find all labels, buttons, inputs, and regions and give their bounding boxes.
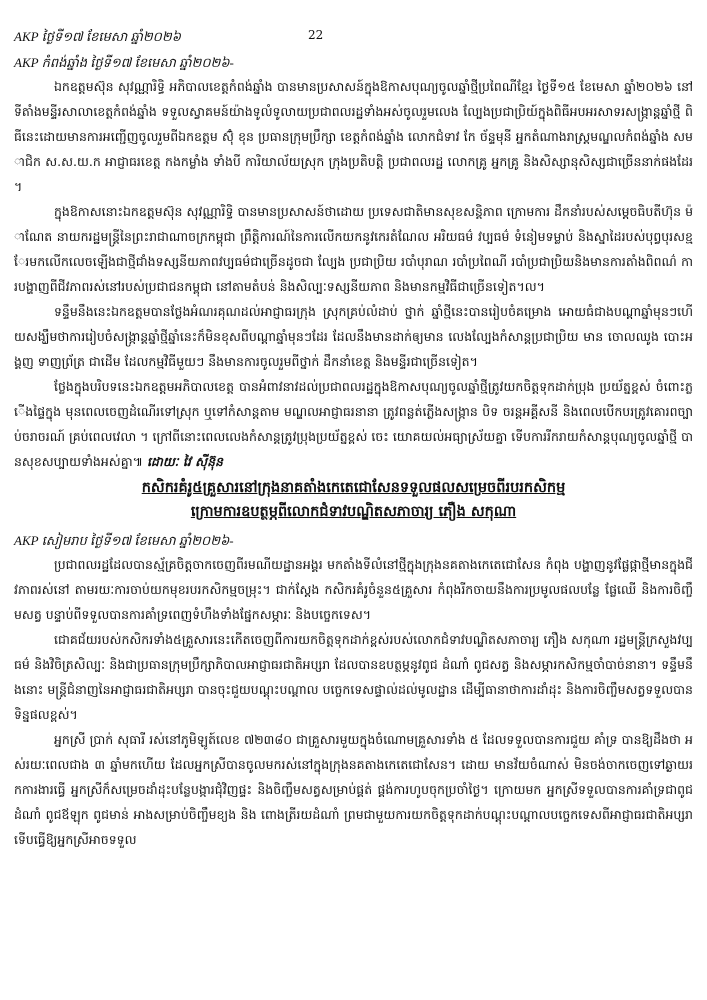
article1-byline: ដោយៈ វៃ ស៊ីន៊ុន [146, 454, 223, 469]
article2-paragraph: ជោគជ័យរបស់កសិករទាំង៥គ្រួសារនេះកើតចេញពីការយកចិត្តទុកដាក់ខ្ពស់របស់លោកជំទាវបណ្ឌិតសភាចារ្យ ភឿង សកុណា រដ្ឋមន្ត្រីក្រសួងវប្បធម៌ និងវិចិត្រសិល្បៈ និងជាប្រធានក្រុមប្រឹក្សាភិបាលអាជ្ញាធរជាតិអប្សរា ដែលបានឧបត្ថម្ភនូវពូជ ដំណាំ ពូជសត្វ និងសម្ភារកសិកម្មចាំបាច់នានា។ ទន្ទឹមនឹងនោះ មន្ត្រីជំនាញនៃអាជ្ញាធរជាតិអប្សរា បានចុះជួយបណ្តុះបណ្តាល បច្ចេកទេសផ្ទាល់ដល់មូលដ្ឋាន ដើម្បីធានាថាការដាំដុះ និងការចិញ្ចឹមសត្វទទួលបានទិន្នផលខ្ពស់។ [14, 632, 693, 722]
article1-paragraph: ទន្ទឹមនឹងនេះឯកឧត្តមបានថ្លែងអំណរគុណដល់អាជ្ញាធរក្រុង ស្រុកគ្រប់លំដាប់ ថ្នាក់ ឆ្នាំថ្មីនេះបានរៀបចំគម្រោង អោយធំជាងបណ្តាឆ្នាំមុនៗហើយសង្ឃឹមថាការរៀបចំសង្ក្រាន្តឆ្នាំថ្មីឆ្នាំនេះក៏មិនខុសពីបណ្តាឆ្នាំមុនៗដែរ ដែលនឹងមានដាក់ឲ្យមាន លេងល្បែងកំសាន្តប្រជាប្រិយ មាន ចោលឈូង បោះអង្គញ ទាញព្រ័ត្រ ជាដើម ដែលកម្មវិធីមួយៗ នឹងមានការចូលរួមពីថ្នាក់ ដឹកនាំខេត្ត និងមន្ទីរជាច្រើនទៀត។ [14, 304, 693, 369]
article1-dateline: AKP កំពង់ឆ្នាំង ថ្ងៃទី១៧ ខែមេសា ឆ្នាំ២០២៦- [14, 55, 234, 70]
article2-paragraph: អ្នកស្រី ប្រាក់ សុធារី រស់នៅភូមិឡូត៍លេខ ៧២៣៨០ ជាគ្រួសារមួយក្នុងចំណោមគ្រួសារទាំង ៥ ដែលទទួលបានការជួយ គាំទ្រ បានឱ្យដឹងថា អស់រយៈពេលជាង ៣ ឆ្នាំមកហើយ ដែលអ្នកស្រីបានចូលមករស់នៅក្នុងក្រុងនគតាងកេតេជោសែន។ ដោយ មានវ័យចំណាស់ មិនចង់ចាកចេញទៅឆ្ងាយរកការងារធ្វើ អ្នកស្រីក៏សម្រេចដាំដុះបន្លែបង្ការជុំវិញផ្ទះ និងចិញ្ចឹមសត្វសម្រាប់ផ្គត់ ផ្គង់ការហូបចុកប្រចាំថ្ងៃ។ ក្រោយមក អ្នកស្រីទទួលបានការគាំទ្រជាពូជដំណាំ ពូជឪឡុក ពូជមាន់ អាងសម្រាប់ចិញ្ចឹមខ្យង និង ពោងត្រីរយដំណាំ ព្រមជាមួយការយកចិត្តទុកដាក់បណ្តុះបណ្តាលបច្ចេកទេសពីអាជ្ញាធរជាតិអប្សរា ទើបធ្វើឱ្យអ្នកស្រីអាចទទួល [14, 732, 693, 847]
article2-paragraph: ប្រជាពលរដ្ឋដែលបានស្ម័គ្រចិត្តចាកចេញពីរមណីយដ្ឋានអង្គរ មកតាំងទីលំនៅថ្មីក្នុងក្រុងនគតាងកេតេជោសែន កំពុង បង្ហាញនូវផ្លែផ្កាថ្មីមានក្នុងជីវភាពរស់នៅ តាមរយៈការចាប់យកមុខរបរកសិកម្មចម្រុះ។ ជាក់ស្តែង កសិករគំរូចំនួន៥គ្រួសារ កំពុងរីកចាយនឹងការប្រមូលផលបន្លែ ផ្លែឈើ និងការចិញ្ចឹមសត្វ បន្ទាប់ពីទទួលបានការគាំទ្រពេញទំហឹងទាំងផ្នែកសម្ភារៈ និងបច្ចេកទេស។ [14, 557, 693, 622]
article2-dateline: AKP សៀមរាប ថ្ងៃទី១៧ ខែមេសា ឆ្នាំ២០២៦- [14, 533, 234, 548]
article2-headline-line1: កសិករគំរូ៥គ្រួសារនៅក្រុងនាគតាំងកេតេជោសែនទទួលផលសម្រេចពីរបរកសិកម្ម [141, 479, 566, 496]
article2-headline-line2: ក្រោមការឧបត្ថម្ភពីលោកជំទាវបណ្ឌិតសភាចារ្យ ភឿង សកុណា [190, 503, 517, 520]
publication-date: AKP ថ្ងៃទី១៧ ខែមេសា ឆ្នាំ២០២៦ [14, 29, 181, 44]
page-number: 22 [308, 28, 324, 42]
article1-paragraph: ក្នុងឱកាសនោះឯកឧត្តមស៊ុន សុវណ្ណារិទ្ធិ បានមានប្រសាសន៍ថាដោយ ប្រទេសជាតិមានសុខសន្តិភាព ក្រោមការ ដឹកនាំរបស់សម្តេចធិបតីហ៊ុន ម៉ាណែត នាយករដ្ឋមន្ត្រីនៃព្រះរាជាណាចក្រកម្ពុជា ព្រឹត្តិការណ៍នៃការលើកយកនូវកេរតំណែល អរិយធម៌ វប្បធម៌ ទំនៀមទម្លាប់ និងស្នាដៃរបស់បុព្វបុរសខ្មែរមកលើកលេចឡើងជាថ្មីជាំងទស្សនីយភាពវប្បធម៌ជាច្រើនដូចជា ល្បែង ប្រជាប្រិយ របាំបុរាណ របាំប្រពៃណី របាំប្រជាប្រិយនិងមានការតាំងពិពណ៌ ការបង្ហាញពីជីវភាពរស់នៅរបស់ប្រជាជនកម្ពុជា នៅតាមតំបន់ និងសិល្បៈទស្សនីយភាព និងមានកម្មវិធីជាច្រើនទៀត។ល។ [14, 204, 693, 294]
publication-header [14, 28, 693, 46]
article1-paragraph: ឯកឧត្តមស៊ុន សុវណ្ណារិទ្ធិ អភិបាលខេត្តកំពង់ឆ្នាំង បានមានប្រសាសន៍ក្នុងឱកាសបុណ្យចូលឆ្នាំថ្មីប្រពៃណីខ្មែរ ថ្ងៃទី១៥ ខែមេសា ឆ្នាំ២០២៦ នៅទីតាំងមន្ទីរសាលាខេត្តកំពង់ឆ្នាំង ទទួលស្វាគមន៍យ៉ាងទូលំទូលាយប្រជាពលរដ្ឋទាំងអស់ចូលរួមលេង ល្បែងប្រជាប្រិយ៍ក្នុងពិធីអបអរសាទរសង្ក្រាន្តឆ្នាំថ្មី ពិធីនេះដោយមានការអញ្ជើញចូលរួមពីឯកឧត្តម ស៊ុំ ខុន ប្រធានក្រុមប្រឹក្សា ខេត្តកំពង់ឆ្នាំង លោកជំទាវ កែ ច័ន្ទមុនី អ្នកតំណាងរាស្ត្រមណ្ឌលកំពង់ឆ្នាំង សមាជិក ស.ស.យ.ក អាជ្ញាធរខេត្ត កងកម្លាំង ទាំងបី ការិយាល័យស្រុក ក្រុងប្រតិបត្តិ ប្រជាពលរដ្ឋ លោកគ្រូ អ្នកគ្រូ និងសិស្សានុសិស្សជាច្រើននាក់ផងដែរ។ [14, 79, 693, 194]
article1-paragraph-final [14, 374, 693, 474]
article2-headline [14, 476, 693, 524]
article1-paragraph-text: ថ្លែងក្នុងបរិបទនេះឯកឧត្តមអភិបាលខេត្ត បានអំពាវនាវដល់ប្រជាពលរដ្ឋក្នុងឱកាសបុណ្យចូលឆ្នាំថ្មីត្រូវយកចិត្តទុកដាក់ប្រុង ប្រយ័ត្នខ្ពស់ ចំពោះភ្លើងផ្ទៃក្នុង មុនពេលចេញដំណើរទៅស្រុក ឬទៅកំសាន្តតាម មណ្ឌលអាជ្ញាធរនានា ត្រូវពន្លត់ភ្លើងសង្ក្រាន បិទ ចរន្តអគ្គីសនី និងពេលបើកបរត្រូវគោរពច្បាប់ចរាចរណ៍ គ្រប់ពេលវេលា ។ ក្រៅពីនោះពេលលេងកំសាន្តត្រូវប្រុងប្រយ័ត្នខ្ពស់ ចេះ យោគយល់អធ្យាស្រ័យគ្នា ទើបការរីករាយកំសាន្តបុណ្យចូលឆ្នាំថ្មី បានសុខសប្បាយទាំងអស់គ្នា៕ [14, 379, 693, 469]
